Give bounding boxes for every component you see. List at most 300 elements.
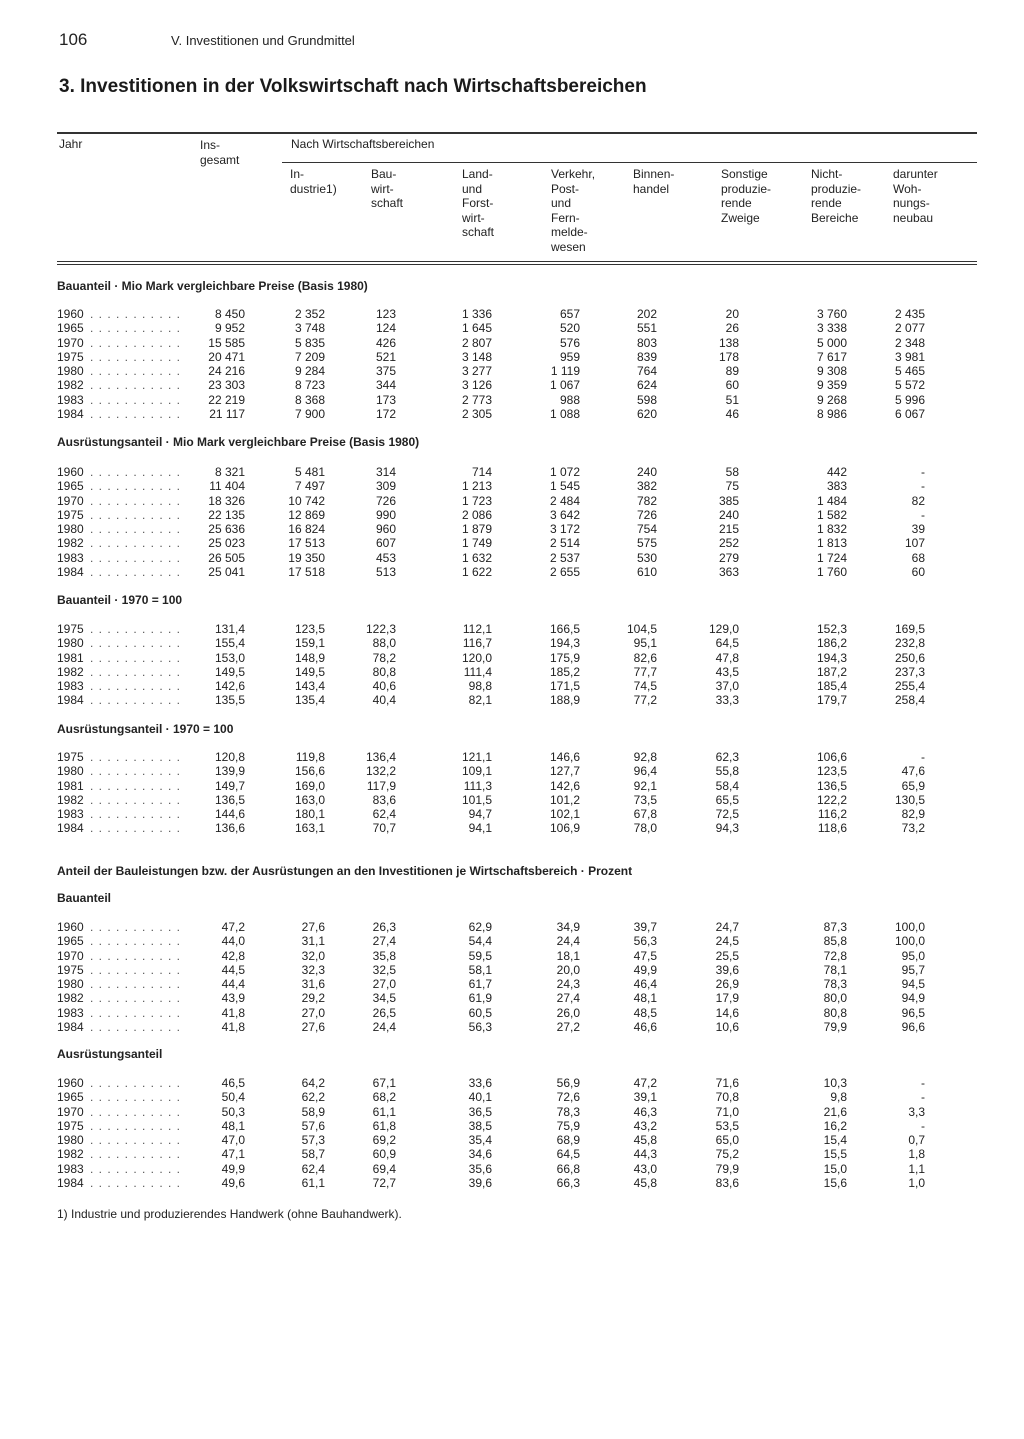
table-row (0, 307, 1024, 321)
table-row (0, 465, 1024, 479)
value-cell: 1 072 (549, 465, 580, 479)
year-cell: 1983 (57, 679, 84, 694)
value-cell: 83,6 (715, 1176, 739, 1191)
table-row (0, 665, 1024, 679)
value-cell: 79,9 (823, 1020, 847, 1035)
value-cell: 31,6 (301, 977, 325, 992)
value-cell: 67,8 (633, 807, 657, 822)
value-cell: 1 067 (549, 378, 580, 393)
value-cell: 123,5 (816, 764, 847, 779)
value-cell: 2 655 (549, 565, 580, 580)
leader-dots: . . . . . . . . . . . (90, 1161, 182, 1176)
value-cell: 240 (636, 465, 657, 479)
value-cell: 123 (375, 307, 396, 321)
value-cell: 136,4 (365, 750, 396, 764)
value-cell: 122,2 (816, 792, 847, 807)
value-cell: 100,0 (894, 934, 925, 949)
section-label: Anteil der Bauleistungen bzw. der Ausrüstungen an den Investitionen je Wirtschaftsbereich · Prozent (57, 864, 633, 878)
value-cell: 314 (375, 465, 396, 479)
value-cell: 32,5 (372, 962, 396, 977)
value-cell: 24,4 (556, 934, 580, 949)
value-cell: 48,1 (221, 1118, 245, 1133)
leader-dots: . . . . . . . . . . . (90, 807, 182, 822)
year-cell: 1982 (57, 1147, 84, 1162)
value-cell: 3,3 (908, 1104, 925, 1119)
value-cell: 782 (636, 493, 657, 508)
value-cell: 1 749 (461, 536, 492, 551)
leader-dots: . . . . . . . . . . . (90, 1133, 182, 1148)
value-cell: 100,0 (894, 920, 925, 934)
table-row (0, 565, 1024, 579)
table-row (0, 920, 1024, 934)
value-cell: 46,6 (633, 1020, 657, 1035)
table-row (0, 949, 1024, 963)
value-cell: 1 832 (816, 522, 847, 537)
value-cell: 22 219 (208, 392, 245, 407)
value-cell: 2 773 (461, 392, 492, 407)
leader-dots: . . . . . . . . . . . (90, 977, 182, 992)
value-cell: 26,9 (715, 977, 739, 992)
value-cell: 72,7 (372, 1176, 396, 1191)
year-cell: 1983 (57, 1161, 84, 1176)
value-cell: 155,4 (214, 636, 245, 651)
page-number: 106 (59, 30, 88, 49)
value-cell: 10,3 (823, 1076, 847, 1090)
value-cell: 53,5 (715, 1118, 739, 1133)
table-row (0, 1076, 1024, 1090)
leader-dots: . . . . . . . . . . . (90, 407, 182, 422)
leader-dots: . . . . . . . . . . . (90, 378, 182, 393)
value-cell: 41,8 (221, 1005, 245, 1020)
value-cell: 27,4 (372, 934, 396, 949)
value-cell: 171,5 (549, 679, 580, 694)
value-cell: 520 (559, 321, 580, 336)
value-cell: 194,3 (549, 636, 580, 651)
value-cell: 5 465 (894, 364, 925, 379)
year-cell: 1980 (57, 636, 84, 651)
value-cell: 69,4 (372, 1161, 396, 1176)
value-cell: 1,1 (908, 1161, 925, 1176)
leader-dots: . . . . . . . . . . . (90, 392, 182, 407)
col-header-group: Nach Wirtschaftsbereichen (291, 137, 435, 151)
year-cell: 1960 (57, 920, 84, 934)
table-row (0, 1162, 1024, 1176)
table-row (0, 793, 1024, 807)
value-cell: 27,0 (301, 1005, 325, 1020)
value-cell: 279 (718, 550, 739, 565)
value-cell: 624 (636, 378, 657, 393)
header-bottom-rule-2 (57, 264, 977, 265)
leader-dots: . . . . . . . . . . . (90, 465, 182, 479)
value-cell: 44,4 (221, 977, 245, 992)
value-cell: 72,6 (556, 1090, 580, 1105)
value-cell: - (921, 1076, 925, 1090)
value-cell: 129,0 (708, 622, 739, 636)
value-cell: 10,6 (715, 1020, 739, 1035)
value-cell: 1 724 (816, 550, 847, 565)
value-cell: 95,0 (901, 948, 925, 963)
value-cell: 23 303 (208, 378, 245, 393)
value-cell: 17 513 (288, 536, 325, 551)
year-cell: 1970 (57, 1104, 84, 1119)
value-cell: 959 (559, 349, 580, 364)
value-cell: 27,0 (372, 977, 396, 992)
value-cell: 576 (559, 335, 580, 350)
leader-dots: . . . . . . . . . . . (90, 693, 182, 708)
value-cell: 19 350 (288, 550, 325, 565)
value-cell: 60 (911, 565, 925, 580)
value-cell: 15,6 (823, 1176, 847, 1191)
value-cell: 1 088 (549, 407, 580, 422)
value-cell: 163,1 (294, 821, 325, 836)
value-cell: 3 760 (816, 307, 847, 321)
value-cell: 14,6 (715, 1005, 739, 1020)
value-cell: 11 404 (209, 479, 245, 494)
col-header-jahr: Jahr (59, 137, 83, 151)
value-cell: 69,2 (372, 1133, 396, 1148)
leader-dots: . . . . . . . . . . . (90, 479, 182, 494)
value-cell: 1 545 (549, 479, 580, 494)
value-cell: 169,5 (894, 622, 925, 636)
value-cell: 68,9 (556, 1133, 580, 1148)
leader-dots: . . . . . . . . . . . (90, 493, 182, 508)
col-header-verkehr: Verkehr, Post- und Fern- melde- wesen (551, 167, 596, 254)
value-cell: 3 981 (894, 349, 925, 364)
value-cell: 39 (911, 522, 925, 537)
value-cell: 3 642 (549, 507, 580, 522)
value-cell: 58,1 (468, 962, 492, 977)
year-cell: 1982 (57, 378, 84, 393)
value-cell: 5 000 (816, 335, 847, 350)
value-cell: 80,8 (823, 1005, 847, 1020)
section-label: Bauanteil · 1970 = 100 (57, 593, 183, 607)
value-cell: 61,9 (468, 991, 492, 1006)
value-cell: 1 213 (461, 479, 492, 494)
value-cell: 58,7 (301, 1147, 325, 1162)
value-cell: 46,3 (633, 1104, 657, 1119)
year-cell: 1975 (57, 962, 84, 977)
value-cell: 142,6 (549, 778, 580, 793)
value-cell: 252 (718, 536, 739, 551)
value-cell: 2 352 (294, 307, 325, 321)
group-rule (282, 162, 977, 163)
year-cell: 1980 (57, 1133, 84, 1148)
value-cell: 96,5 (901, 1005, 925, 1020)
leader-dots: . . . . . . . . . . . (90, 335, 182, 350)
value-cell: 1 582 (816, 507, 847, 522)
value-cell: 87,3 (823, 920, 847, 934)
year-cell: 1965 (57, 1090, 84, 1105)
value-cell: 186,2 (816, 636, 847, 651)
value-cell: 88,0 (372, 636, 396, 651)
value-cell: 74,5 (633, 679, 657, 694)
leader-dots: . . . . . . . . . . . (90, 679, 182, 694)
col-header-wohnungsneubau: darunter Woh- nungs- neubau (893, 167, 938, 225)
leader-dots: . . . . . . . . . . . (90, 622, 182, 636)
value-cell: - (921, 1090, 925, 1105)
value-cell: 55,8 (715, 764, 739, 779)
value-cell: 426 (375, 335, 396, 350)
value-cell: 8 723 (294, 378, 325, 393)
value-cell: 118,6 (817, 821, 847, 836)
value-cell: 179,7 (816, 693, 847, 708)
value-cell: 94,7 (468, 807, 492, 822)
value-cell: 61,1 (301, 1176, 325, 1191)
value-cell: 111,3 (463, 778, 492, 793)
year-cell: 1975 (57, 1118, 84, 1133)
value-cell: 20 (725, 307, 739, 321)
leader-dots: . . . . . . . . . . . (90, 1090, 182, 1105)
table-row (0, 622, 1024, 636)
value-cell: 62,3 (715, 750, 739, 764)
col-header-industrie: In- dustrie1) (290, 167, 337, 196)
value-cell: 96,6 (901, 1020, 925, 1035)
table-row (0, 693, 1024, 707)
value-cell: 121,1 (461, 750, 492, 764)
header-bottom-rule (57, 261, 977, 262)
value-cell: 34,9 (556, 920, 580, 934)
value-cell: 26,0 (556, 1005, 580, 1020)
value-cell: 194,3 (816, 650, 847, 665)
value-cell: 71,6 (715, 1076, 739, 1090)
leader-dots: . . . . . . . . . . . (90, 948, 182, 963)
value-cell: 62,4 (301, 1161, 325, 1176)
value-cell: 3 126 (461, 378, 492, 393)
table-row (0, 750, 1024, 764)
table-row (0, 807, 1024, 821)
value-cell: 1,0 (908, 1176, 925, 1191)
value-cell: 15 585 (208, 335, 245, 350)
value-cell: 442 (826, 465, 847, 479)
col-header-insgesamt: Ins- gesamt (200, 138, 240, 167)
rows-block (0, 750, 1024, 836)
table-row (0, 1176, 1024, 1190)
value-cell: 3 172 (549, 522, 580, 537)
value-cell: 50,4 (221, 1090, 245, 1105)
value-cell: 1 484 (816, 493, 847, 508)
value-cell: 59,5 (468, 948, 492, 963)
year-cell: 1975 (57, 750, 84, 764)
value-cell: 2 086 (461, 507, 492, 522)
value-cell: 78,1 (823, 962, 847, 977)
value-cell: 43,5 (715, 664, 739, 679)
rows-block (0, 307, 1024, 421)
section-label: Bauanteil (57, 891, 112, 905)
value-cell: 258,4 (894, 693, 925, 708)
value-cell: 107 (904, 536, 925, 551)
leader-dots: . . . . . . . . . . . (90, 536, 182, 551)
value-cell: 9,8 (830, 1090, 847, 1105)
value-cell: 530 (636, 550, 657, 565)
value-cell: 116,7 (462, 636, 492, 651)
value-cell: 49,9 (633, 962, 657, 977)
value-cell: 39,6 (715, 962, 739, 977)
value-cell: 383 (826, 479, 847, 494)
value-cell: 26 505 (208, 550, 245, 565)
value-cell: 135,5 (214, 693, 245, 708)
year-cell: 1975 (57, 622, 84, 636)
value-cell: 72,8 (823, 948, 847, 963)
year-cell: 1981 (57, 778, 84, 793)
value-cell: 64,2 (301, 1076, 325, 1090)
value-cell: - (921, 750, 925, 764)
table-row (0, 1119, 1024, 1133)
value-cell: 58 (725, 465, 739, 479)
value-cell: 726 (375, 493, 396, 508)
value-cell: 2 514 (549, 536, 580, 551)
year-cell: 1975 (57, 349, 84, 364)
value-cell: 44,3 (633, 1147, 657, 1162)
value-cell: 38,5 (468, 1118, 492, 1133)
col-header-binnenhandel: Binnen- handel (633, 167, 675, 196)
value-cell: 127,7 (549, 764, 580, 779)
value-cell: 26 (725, 321, 739, 336)
year-cell: 1983 (57, 392, 84, 407)
table-row (0, 393, 1024, 407)
value-cell: 35,4 (468, 1133, 492, 1148)
value-cell: 94,1 (468, 821, 492, 836)
value-cell: 78,3 (823, 977, 847, 992)
value-cell: 21,6 (823, 1104, 847, 1119)
value-cell: 9 284 (294, 364, 325, 379)
value-cell: 40,1 (468, 1090, 492, 1105)
value-cell: 180,1 (294, 807, 325, 822)
value-cell: 96,4 (633, 764, 657, 779)
value-cell: 803 (636, 335, 657, 350)
col-header-nichtproduzierende: Nicht- produzie- rende Bereiche (811, 167, 862, 225)
value-cell: 385 (718, 493, 739, 508)
value-cell: 49,9 (221, 1161, 245, 1176)
value-cell: 166,5 (549, 622, 580, 636)
value-cell: 24,4 (372, 1020, 396, 1035)
value-cell: 15,5 (823, 1147, 847, 1162)
rows-block (0, 465, 1024, 579)
value-cell: 764 (636, 364, 657, 379)
value-cell: 185,2 (549, 664, 580, 679)
table-row (0, 679, 1024, 693)
value-cell: 43,2 (633, 1118, 657, 1133)
value-cell: 82,6 (633, 650, 657, 665)
leader-dots: . . . . . . . . . . . (90, 934, 182, 949)
leader-dots: . . . . . . . . . . . (90, 792, 182, 807)
value-cell: 47,1 (221, 1147, 245, 1162)
table-row (0, 508, 1024, 522)
value-cell: 839 (636, 349, 657, 364)
value-cell: 149,5 (294, 664, 325, 679)
value-cell: 309 (375, 479, 396, 494)
value-cell: 34,6 (468, 1147, 492, 1162)
value-cell: 27,6 (301, 920, 325, 934)
leader-dots: . . . . . . . . . . . (90, 349, 182, 364)
year-cell: 1960 (57, 307, 84, 321)
value-cell: 46 (725, 407, 739, 422)
value-cell: 65,0 (715, 1133, 739, 1148)
col-header-sonstige: Sonstige produzie- rende Zweige (721, 167, 772, 225)
value-cell: 120,0 (461, 650, 492, 665)
value-cell: 82 (911, 493, 925, 508)
value-cell: 144,6 (214, 807, 245, 822)
rows-block (0, 920, 1024, 1034)
value-cell: 610 (636, 565, 657, 580)
value-cell: 35,6 (468, 1161, 492, 1176)
leader-dots: . . . . . . . . . . . (90, 764, 182, 779)
value-cell: 68 (911, 550, 925, 565)
value-cell: 109,1 (461, 764, 492, 779)
value-cell: 61,7 (468, 977, 492, 992)
table-row (0, 991, 1024, 1005)
col-header-landforst: Land- und Forst- wirt- schaft (462, 167, 495, 239)
table-row (0, 779, 1024, 793)
value-cell: 78,2 (372, 650, 396, 665)
year-cell: 1984 (57, 821, 84, 836)
table-row (0, 977, 1024, 991)
value-cell: 120,8 (214, 750, 245, 764)
value-cell: 726 (636, 507, 657, 522)
value-cell: 5 996 (894, 392, 925, 407)
value-cell: 148,9 (294, 650, 325, 665)
value-cell: 607 (375, 536, 396, 551)
chapter-heading: V. Investitionen und Grundmittel (171, 33, 355, 48)
value-cell: 83,6 (372, 792, 396, 807)
year-cell: 1965 (57, 321, 84, 336)
value-cell: 382 (636, 479, 657, 494)
year-cell: 1960 (57, 1076, 84, 1090)
value-cell: 132,2 (365, 764, 396, 779)
value-cell: 85,8 (823, 934, 847, 949)
value-cell: 102,1 (549, 807, 580, 822)
value-cell: 80,8 (372, 664, 396, 679)
value-cell: 24 216 (208, 364, 245, 379)
value-cell: 714 (471, 465, 492, 479)
table-row (0, 364, 1024, 378)
value-cell: 142,6 (214, 679, 245, 694)
value-cell: 20,0 (556, 962, 580, 977)
value-cell: 43,9 (221, 991, 245, 1006)
year-cell: 1980 (57, 522, 84, 537)
value-cell: 54,4 (468, 934, 492, 949)
value-cell: 122,3 (365, 622, 396, 636)
value-cell: 94,9 (901, 991, 925, 1006)
value-cell: 75 (725, 479, 739, 494)
value-cell: 48,5 (633, 1005, 657, 1020)
leader-dots: . . . . . . . . . . . (90, 650, 182, 665)
value-cell: 1 813 (816, 536, 847, 551)
value-cell: 149,7 (214, 778, 245, 793)
value-cell: 250,6 (894, 650, 925, 665)
value-cell: 37,0 (715, 679, 739, 694)
value-cell: 64,5 (556, 1147, 580, 1162)
year-cell: 1984 (57, 693, 84, 708)
value-cell: 139,9 (214, 764, 245, 779)
value-cell: 40,4 (372, 693, 396, 708)
table-row (0, 321, 1024, 335)
year-cell: 1970 (57, 493, 84, 508)
value-cell: 35,8 (372, 948, 396, 963)
value-cell: 153,0 (214, 650, 245, 665)
table-row (0, 1090, 1024, 1104)
value-cell: 25,5 (715, 948, 739, 963)
value-cell: 65,9 (901, 778, 925, 793)
value-cell: 66,3 (556, 1176, 580, 1191)
value-cell: 27,4 (556, 991, 580, 1006)
value-cell: 62,2 (301, 1090, 325, 1105)
value-cell: 39,6 (468, 1176, 492, 1191)
value-cell: 34,5 (372, 991, 396, 1006)
value-cell: 8 986 (816, 407, 847, 422)
leader-dots: . . . . . . . . . . . (90, 522, 182, 537)
value-cell: 202 (636, 307, 657, 321)
leader-dots: . . . . . . . . . . . (90, 507, 182, 522)
